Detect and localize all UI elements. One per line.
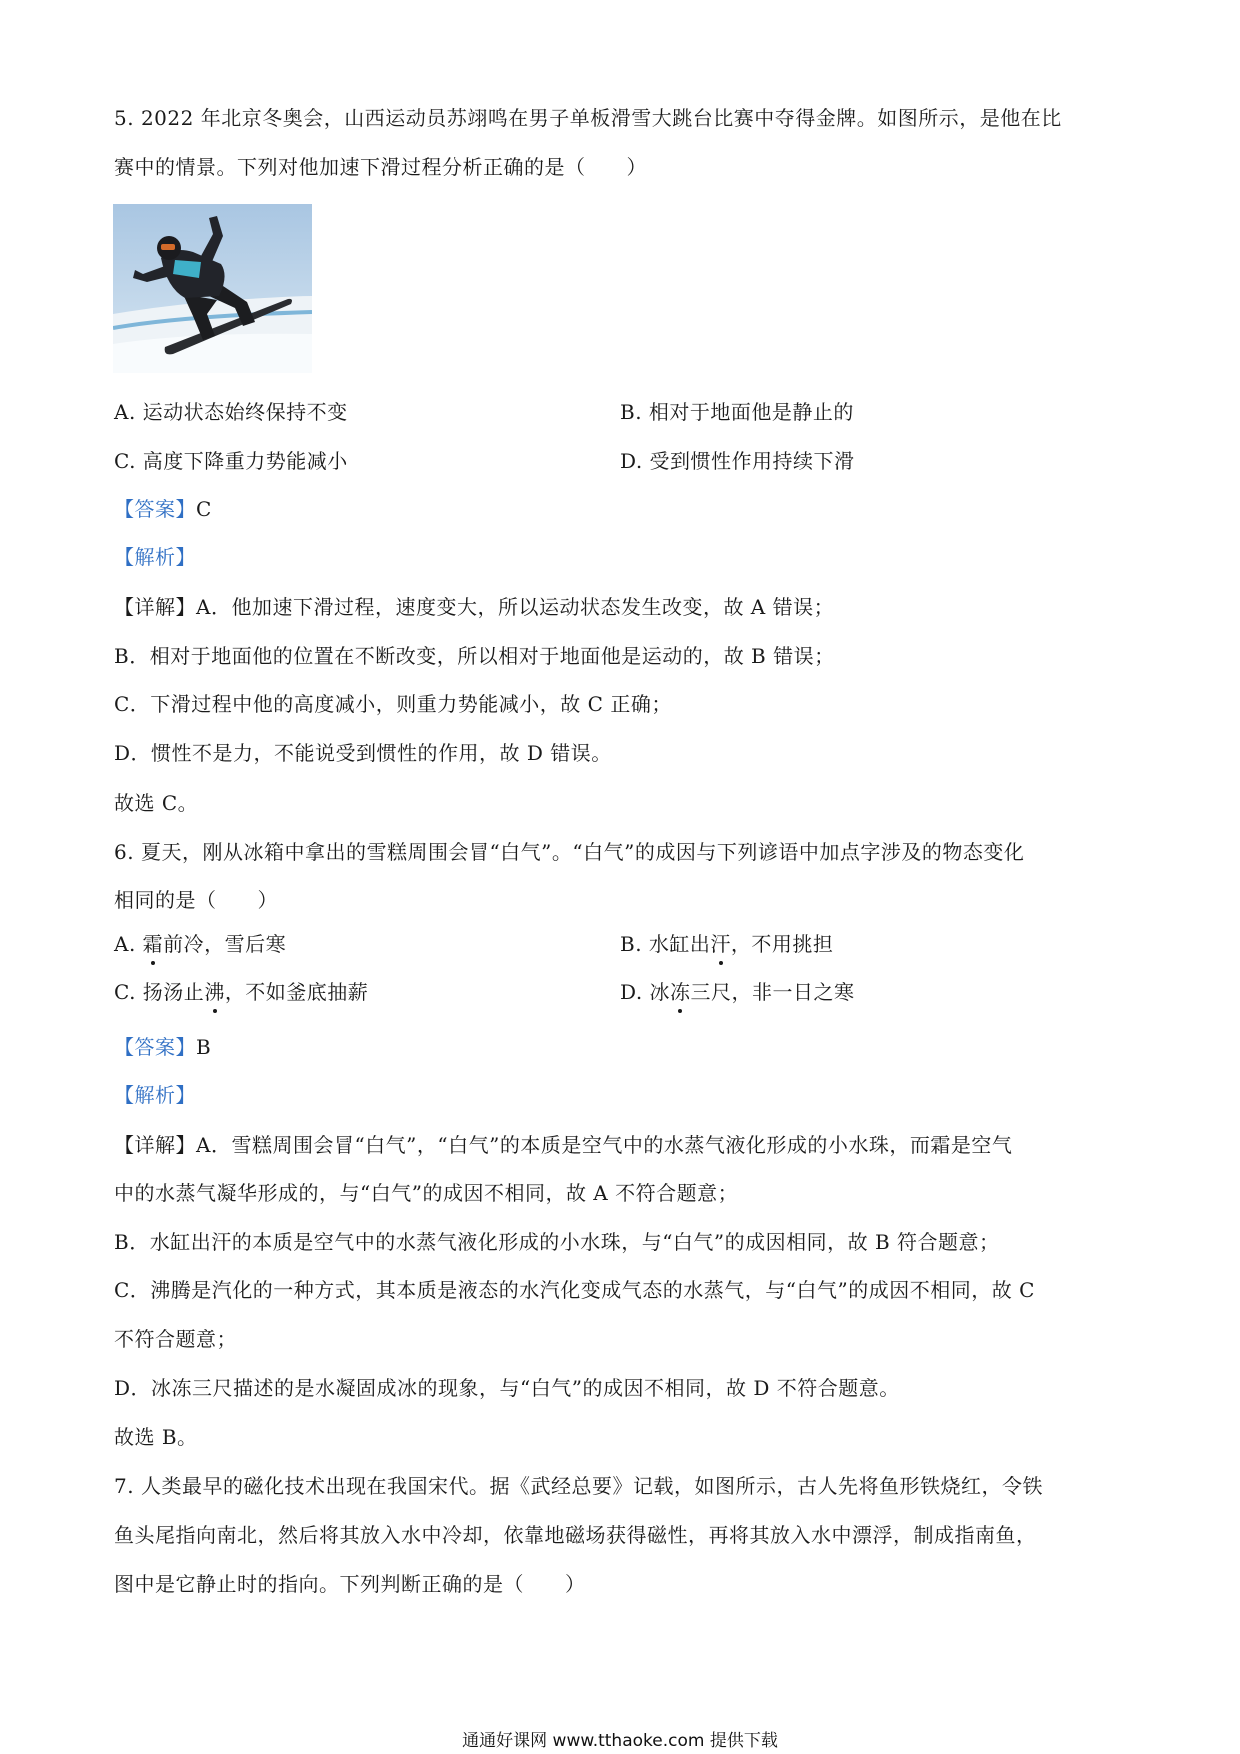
q5-option-d: D. 受到惯性作用持续下滑 bbox=[620, 449, 855, 473]
q6-option-c: C. 扬汤止沸，不如釜底抽薪 bbox=[114, 980, 369, 1004]
q6-detail-line4: C．沸腾是汽化的一种方式，其本质是液态的水汽化变成气态的水蒸气，与“白气”的成因不相同，故 C bbox=[114, 1278, 1035, 1302]
q6-detail-line1: 【详解】A．雪糕周围会冒“白气”，“白气”的本质是空气中的水蒸气液化形成的小水珠，而霜是空气 bbox=[114, 1133, 1013, 1157]
q6-option-b-dotted-char: 汗 bbox=[710, 932, 731, 956]
q6-answer bbox=[114, 1033, 211, 1061]
q7-stem-line1: 7. 人类最早的磁化技术出现在我国宋代。据《武经总要》记载，如图所示，古人先将鱼形铁烧红，令铁 bbox=[114, 1474, 1043, 1498]
q6-detail-line3: B．水缸出汗的本质是空气中的水蒸气液化形成的小水珠，与“白气”的成因相同，故 B 符合题意； bbox=[114, 1230, 1000, 1254]
q6-answer-label: 【答案】 bbox=[114, 1035, 196, 1059]
q5-analysis-label: 【解析】 bbox=[114, 545, 196, 569]
q6-stem-line1: 6. 夏天，刚从冰箱中拿出的雪糕周围会冒“白气”。“白气”的成因与下列谚语中加点字涉及的物态变化 bbox=[114, 840, 1025, 864]
q5-detail-line1: 【详解】A．他加速下滑过程，速度变大，所以运动状态发生改变，故 A 错误； bbox=[114, 595, 835, 619]
q5-answer-label: 【答案】 bbox=[114, 497, 196, 521]
snowboarder-photo bbox=[113, 204, 312, 373]
q6-detail-line2: 中的水蒸气凝华形成的，与“白气”的成因不相同，故 A 不符合题意； bbox=[114, 1181, 739, 1205]
q6-analysis-label: 【解析】 bbox=[114, 1083, 196, 1107]
q5-stem-line1: 5. 2022 年北京冬奥会，山西运动员苏翊鸣在男子单板滑雪大跳台比赛中夺得金牌。如图所示，是他在比 bbox=[114, 106, 1062, 130]
q6-stem-line2: 相同的是（ ） bbox=[114, 888, 278, 912]
q5-stem-line2: 赛中的情景。下列对他加速下滑过程分析正确的是（ ） bbox=[114, 155, 647, 179]
q6-answer-value: B bbox=[196, 1035, 212, 1059]
q6-option-c-dotted-char: 沸 bbox=[204, 980, 225, 1004]
q5-detail-line3: C．下滑过程中他的高度减小，则重力势能减小，故 C 正确； bbox=[114, 692, 672, 716]
q5-conclusion: 故选 C。 bbox=[114, 791, 199, 815]
q6-option-a-dotted-char: 霜 bbox=[142, 932, 164, 956]
q7-stem-line2: 鱼头尾指向南北，然后将其放入水中冷却，依靠地磁场获得磁性，再将其放入水中漂浮，制成指南鱼， bbox=[114, 1523, 1037, 1547]
q6-detail-line6: D．冰冻三尺描述的是水凝固成冰的现象，与“白气”的成因不相同，故 D 不符合题意。 bbox=[114, 1376, 900, 1400]
q6-option-d-dotted-char: 冻 bbox=[670, 980, 691, 1004]
q5-detail-line2: B．相对于地面他的位置在不断改变，所以相对于地面他是运动的，故 B 错误； bbox=[114, 644, 835, 668]
q6-option-d: D. 冰冻三尺，非一日之寒 bbox=[620, 980, 855, 1004]
q5-detail-line4: D．惯性不是力，不能说受到惯性的作用，故 D 错误。 bbox=[114, 741, 612, 765]
q5-option-c: C. 高度下降重力势能减小 bbox=[114, 449, 348, 473]
q5-option-a: A. 运动状态始终保持不变 bbox=[114, 400, 348, 424]
q6-option-a: A. 霜前冷，雪后寒 bbox=[114, 932, 287, 956]
q5-answer bbox=[114, 495, 212, 523]
q6-option-b: B. 水缸出汗，不用挑担 bbox=[620, 932, 834, 956]
page-footer: 通通好课网 www.tthaoke.com 提供下载 bbox=[462, 1731, 778, 1751]
q7-stem-line3: 图中是它静止时的指向。下列判断正确的是（ ） bbox=[114, 1572, 586, 1596]
q5-option-b: B. 相对于地面他是静止的 bbox=[620, 400, 854, 424]
q6-conclusion: 故选 B。 bbox=[114, 1425, 198, 1449]
q6-detail-line5: 不符合题意； bbox=[114, 1327, 237, 1351]
q5-answer-value: C bbox=[196, 497, 212, 521]
